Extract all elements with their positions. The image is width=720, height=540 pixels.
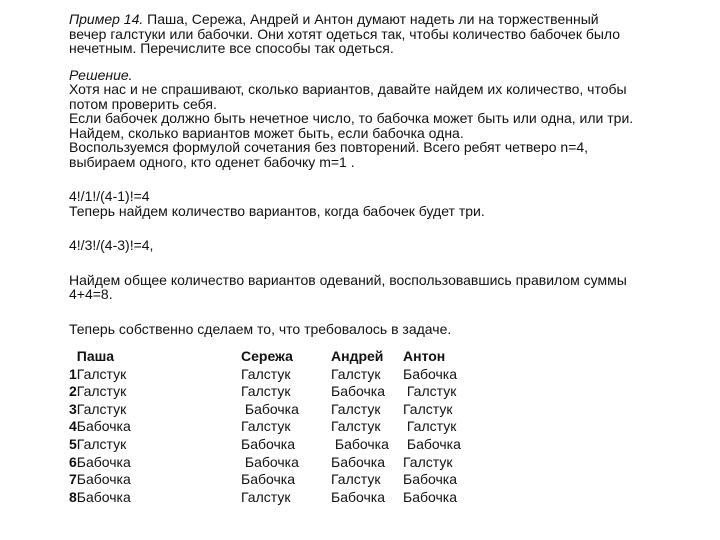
cell-andrey: Бабочка (331, 488, 385, 505)
cell-andrey: Галстук (331, 418, 381, 435)
solution-line-3: Если бабочек должно быть нечетное число, то бабочка может быть или одна, или три. (69, 110, 634, 126)
cell-serezha: Галстук (241, 488, 291, 505)
cell-andrey: Бабочка (331, 435, 389, 452)
cell-serezha: Галстук (241, 383, 291, 400)
cell-anton: Галстук (403, 453, 453, 470)
cell-pasha (69, 454, 131, 472)
cell-pasha (69, 489, 131, 507)
cell-pasha (69, 401, 126, 419)
pasha-value: Бабочка (76, 418, 131, 435)
cell-serezha: Бабочка (241, 471, 295, 488)
row-number: 7 (69, 471, 77, 488)
cell-anton: Галстук (403, 383, 457, 400)
solution-line-1: Хотя нас и не спрашивают, сколько вариантов, давайте найдем их количество, чтобы (69, 81, 627, 97)
cell-serezha: Галстук (241, 365, 291, 382)
solution-line-6: выбираем одного, кто оденет бабочку m=1 . (69, 153, 355, 170)
header-anton: Антон (403, 348, 446, 364)
pasha-value: Галстук (76, 400, 127, 417)
text-three-butterflies: Теперь найдем количество вариантов, когда бабочек будет три. (69, 202, 485, 219)
cell-andrey: Бабочка (331, 453, 385, 470)
problem-label: Пример 14. (69, 11, 144, 27)
solution-text (69, 68, 699, 170)
cell-andrey: Галстук (331, 400, 381, 417)
header-pasha: Паша (69, 348, 115, 364)
solution-line-5: Воспользуемся формулой сочетания без повторений. Всего ребят четверо n=4, (69, 139, 589, 155)
cell-serezha: Бабочка (241, 435, 295, 452)
cell-anton: Галстук (403, 418, 457, 435)
solution-line-2: потом проверить себя. (69, 95, 217, 112)
pasha-value: Бабочка (76, 453, 131, 470)
cell-serezha: Бабочка (241, 453, 299, 470)
row-number: 3 (69, 400, 77, 417)
cell-pasha (69, 436, 126, 454)
formula-two: 4!/3!/(4-3)!=4, (69, 237, 154, 253)
cell-anton: Бабочка (403, 471, 457, 488)
pasha-value: Галстук (76, 383, 127, 400)
cell-pasha (69, 383, 126, 401)
cell-anton: Галстук (403, 400, 453, 417)
problem-line-2: вечер галстуки или бабочки. Они хотят одеться так, чтобы количество бабочек было (69, 25, 621, 42)
formula-one: 4!/1!/(4-1)!=4 (69, 188, 150, 204)
cell-anton: Бабочка (403, 435, 461, 452)
row-number: 4 (69, 418, 77, 435)
cell-andrey: Галстук (331, 471, 381, 488)
pasha-value: Бабочка (76, 471, 131, 488)
cell-andrey: Галстук (331, 365, 381, 382)
problem-statement (69, 12, 699, 56)
formula-block-two (69, 238, 699, 253)
cell-pasha (69, 366, 126, 384)
cell-serezha: Галстук (241, 418, 291, 435)
spacer (69, 218, 699, 238)
sum-text (69, 273, 699, 302)
pasha-value: Бабочка (76, 488, 131, 505)
problem-line-3: нечетным. Перечислите все способы так одеться. (69, 40, 394, 56)
task-text (69, 322, 699, 337)
solution-label: Решение. (69, 66, 133, 83)
cell-pasha (69, 418, 131, 436)
pasha-value: Галстук (76, 435, 127, 452)
cell-anton: Бабочка (403, 488, 457, 505)
header-serezha: Сережа (241, 348, 293, 364)
header-andrey: Андрей (331, 348, 384, 364)
spacer (69, 169, 699, 189)
solution-line-4: Найдем, сколько вариантов может быть, если бабочка одна. (69, 124, 464, 141)
formula-block-one (69, 189, 699, 218)
cell-serezha: Бабочка (241, 400, 299, 417)
sum-line-2: 4+4=8. (69, 286, 113, 302)
row-number: 1 (69, 365, 77, 382)
cell-pasha (69, 471, 131, 489)
task-line: Теперь собственно сделаем то, что требовалось в задаче. (69, 320, 452, 337)
document-body (69, 12, 699, 336)
row-number: 8 (69, 488, 77, 505)
cell-anton: Бабочка (403, 365, 457, 382)
cell-andrey: Бабочка (331, 383, 385, 400)
sum-line-1: Найдем общее количество вариантов одеваний, воспользовавшись правилом суммы (69, 271, 627, 288)
spacer (69, 302, 699, 322)
spacer (69, 56, 699, 68)
row-number: 5 (69, 435, 77, 452)
row-number: 6 (69, 453, 77, 470)
problem-text-1: Паша, Сережа, Андрей и Антон думают надеть ли на торжественный (143, 11, 599, 27)
spacer (69, 253, 699, 273)
pasha-value: Галстук (76, 365, 127, 382)
problem-line-1 (69, 12, 699, 27)
row-number: 2 (69, 383, 77, 400)
